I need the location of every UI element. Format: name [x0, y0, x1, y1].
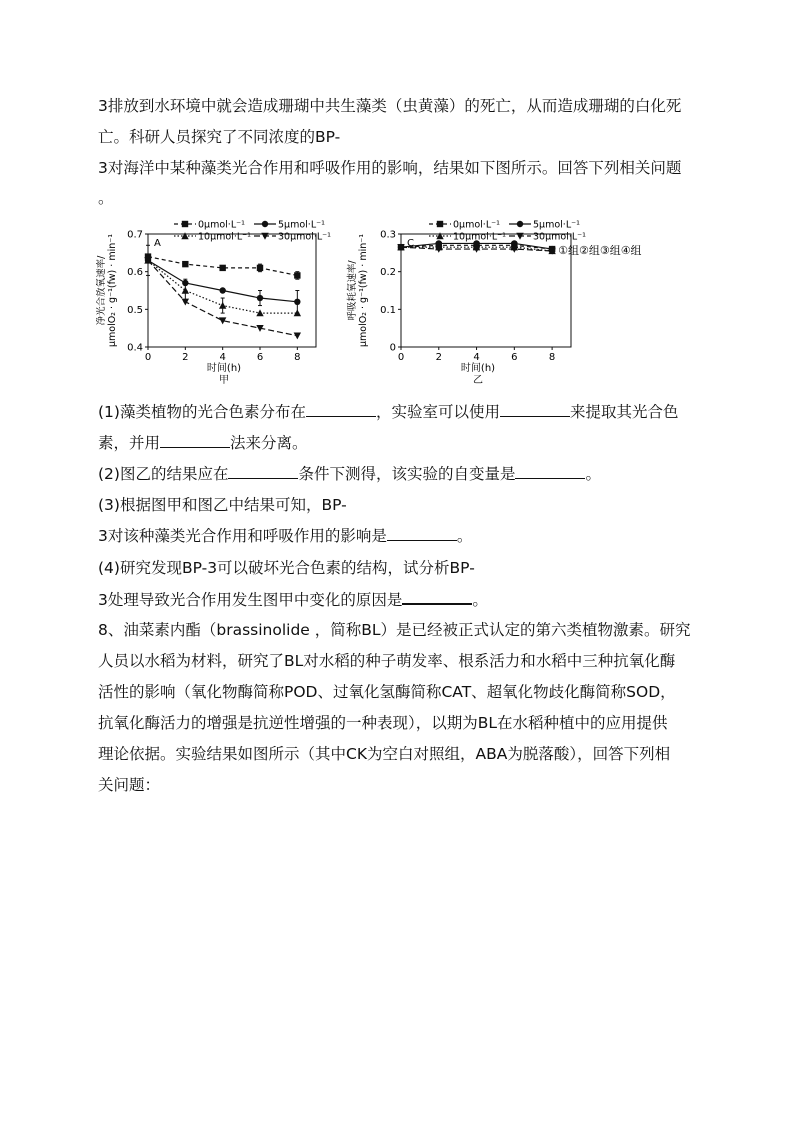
- chart1-xtick-label: 0: [397, 352, 405, 363]
- question-3-line-1: (3)根据图甲和图乙中结果可知，BP-: [98, 496, 347, 514]
- answer-blank-1a[interactable]: [306, 402, 376, 417]
- chart-jia: [96, 214, 336, 394]
- question-1-text-c: 来提取其光合色: [569, 403, 679, 421]
- intro-line-3: 3对海洋中某种藻类光合作用和呼吸作用的影响，结果如下图所示。回答下列相关问题: [98, 159, 682, 177]
- chart1-xtick-label: 8: [548, 352, 556, 363]
- q8-line-5: 理论依据。实验结果如图所示（其中CK为空白对照组，ABA为脱落酸），回答下列相: [98, 745, 671, 763]
- chart0-legend-label: 10μmol·L⁻¹: [198, 231, 251, 243]
- chart1-xtick-label: 2: [435, 352, 442, 363]
- answer-blank-1b[interactable]: [500, 402, 570, 417]
- question-2-text-a: (2)图乙的结果应在: [98, 465, 229, 483]
- answer-blank-2a[interactable]: [228, 464, 298, 479]
- chart1-ytick-label: 0.1: [380, 304, 396, 316]
- question-3-line-2: [98, 526, 472, 546]
- q8-line-2: 人员以水稻为材料，研究了BL对水稻的种子萌发率、根系活力和水稻中三种抗氧化酶: [98, 652, 676, 670]
- answer-blank-1c[interactable]: [160, 433, 230, 448]
- chart0-legend-label: 30μmol·L⁻¹: [278, 231, 331, 243]
- chart1-legend-marker: [517, 221, 523, 227]
- answer-blank-4[interactable]: [402, 589, 472, 605]
- chart0-caption: 甲: [219, 375, 229, 386]
- chart0-xlabel: 时间(h): [206, 363, 242, 374]
- question-4-line-1: (4)研究发现BP-3可以破坏光合色素的结构，试分析BP-: [98, 559, 475, 577]
- intro-line-1: 3排放到水环境中就会造成珊瑚中共生藻类（虫黄藻）的死亡，从而造成珊瑚的白化死: [98, 97, 682, 115]
- chart1-panel-label: C: [407, 238, 414, 249]
- chart0-xtick-label: 8: [294, 352, 301, 363]
- chart1-group-annotation: ①组②组③组④组: [558, 243, 642, 257]
- intro-line-4: 。: [98, 189, 114, 207]
- chart0-point: [219, 287, 225, 293]
- chart0-ytick-label: 0.7: [127, 229, 143, 241]
- chart0-xtick-label: 0: [144, 352, 152, 363]
- chart1-xtick-label: 4: [473, 352, 480, 363]
- chart0-ylabel-line2: μmolO₂ · g⁻¹(fw) · min⁻¹: [107, 233, 118, 348]
- chart0-legend-label: 0μmol·L⁻¹: [198, 219, 245, 231]
- chart1-ytick-label: 0: [389, 342, 396, 354]
- q8-line-1: 8、油菜素内酯（brassinolide ，简称BL）是已经被正式认定的第六类植物激素。研究: [98, 621, 691, 639]
- chart1-caption: 乙: [473, 375, 483, 386]
- chart1-ytick-label: 0.3: [380, 229, 396, 241]
- question-1-text-a: (1)藻类植物的光合色素分布在: [98, 403, 306, 421]
- chart0-point: [294, 333, 301, 340]
- question-3-text-b: 3对该种藻类光合作用和呼吸作用的影响是: [98, 527, 387, 545]
- chart0-legend-marker: [262, 221, 268, 227]
- chart1-ytick-label: 0.2: [380, 267, 396, 279]
- intro-line-2: 亡。科研人员探究了不同浓度的BP-: [98, 128, 341, 146]
- question-2-line: [98, 464, 601, 484]
- chart0-legend-marker: [182, 221, 188, 227]
- question-1-text-d: 素，并用: [98, 434, 161, 452]
- chart1-legend-label: 10μmol·L⁻¹: [453, 231, 506, 243]
- q8-line-6: 关问题：: [98, 776, 161, 794]
- question-4-text-c: 。: [472, 591, 488, 609]
- chart0-ylabel-line1: 净光合放氧速率/: [96, 255, 107, 326]
- q8-line-4: 抗氧化酶活力的增强是抗逆性增强的一种表现），以期为BL在水稻种植中的应用提供: [98, 714, 668, 732]
- chart0-xtick-label: 6: [256, 352, 264, 363]
- chart0-point: [182, 261, 188, 267]
- chart0-legend-label: 5μmol·L⁻¹: [278, 219, 325, 231]
- question-1-text-e: 法来分离。: [230, 434, 308, 452]
- chart1-ylabel-line1: 呼吸耗氧速率/: [347, 260, 358, 321]
- chart1-xlabel: 时间(h): [460, 363, 496, 374]
- chart0-plot-frame: [148, 231, 316, 347]
- question-2-text-c: 。: [585, 465, 601, 483]
- chart0-point: [219, 265, 225, 271]
- chart1-legend-label: 0μmol·L⁻¹: [453, 219, 500, 231]
- question-2-text-b: 条件下测得，该实验的自变量是: [298, 465, 516, 483]
- chart0-ytick-label: 0.6: [127, 267, 143, 279]
- chart-yi: [345, 214, 675, 394]
- chart0-xtick-label: 2: [182, 352, 189, 363]
- chart1-legend-label: 5μmol·L⁻¹: [533, 219, 580, 231]
- chart1-legend-marker: [437, 221, 443, 227]
- answer-blank-2b[interactable]: [515, 464, 585, 479]
- question-4-text-b: 3处理导致光合作用发生图甲中变化的原因是: [98, 591, 403, 609]
- answer-blank-3[interactable]: [387, 526, 457, 541]
- question-1-text-b: ，实验室可以使用: [375, 403, 500, 421]
- chart0-xtick-label: 4: [219, 352, 226, 363]
- question-4-line-2: [98, 589, 488, 610]
- question-3-text-c: 。: [456, 527, 473, 545]
- chart0-ytick-label: 0.5: [127, 304, 143, 316]
- q8-line-3: 活性的影响（氧化物酶简称POD、过氧化氢酶简称CAT、超氧化物歧化酶简称SOD，: [98, 683, 676, 701]
- question-1-line-1: [98, 402, 679, 422]
- chart1-legend-label: 30μmol·L⁻¹: [533, 231, 586, 243]
- chart1-ylabel-line2: μmolO₂ · g⁻¹(fw) · min⁻¹: [358, 233, 369, 348]
- chart0-panel-label: A: [154, 238, 161, 249]
- chart1-xtick-label: 6: [511, 352, 518, 363]
- chart0-ytick-label: 0.4: [127, 342, 143, 354]
- question-1-line-2: [98, 433, 308, 453]
